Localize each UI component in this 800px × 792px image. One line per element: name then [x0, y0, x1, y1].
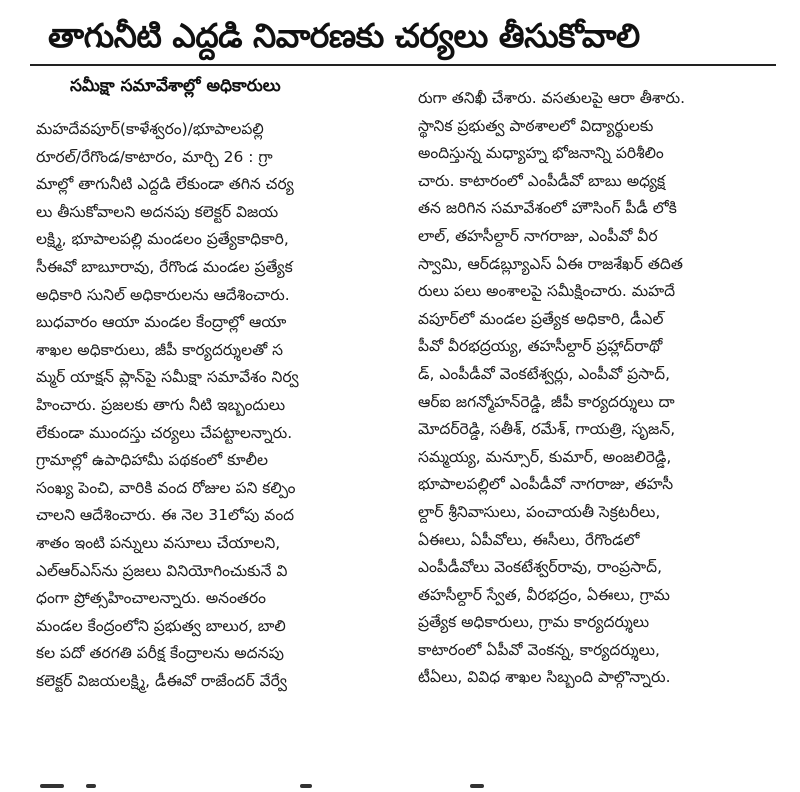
text-line: సంఖ్య పెంచి, వారికి వంద రోజుల పని కల్పిం [36, 478, 296, 497]
text-line: సీఈవో బాబూరావు, రేగొండ మండల ప్రత్యేక [36, 257, 293, 276]
text-line: తహసీల్దార్ స్వేత, వీరభద్రం, ఏఈలు, గ్రామ [418, 585, 670, 604]
cropped-next-article-edge [0, 780, 800, 792]
text-line: బుధవారం ఆయా మండల కేంద్రాల్లో ఆయా [36, 313, 287, 332]
text-line: లేకుండా ముందస్తు చర్యలు చేపట్టాలన్నారు. [36, 423, 293, 442]
text-line: ధంగా ప్రోత్సహించాలన్నారు. అనంతరం [36, 589, 267, 608]
text-line: వపూర్‌లో మండల ప్రత్యేక అధికారి, డీఎల్ [418, 309, 664, 328]
text-line: ఏఈలు, ఏపీవోలు, ఈసీలు, రేగొండలో [418, 530, 640, 549]
text-line: అధికారి సునిల్ అధికారులను ఆదేశించారు. [36, 285, 290, 304]
text-line: ల్దార్ శ్రీనివాసులు, పంచాయతీ సెక్రటరీలు, [418, 502, 661, 521]
text-line: కలెక్టర్ విజయలక్ష్మి, డీఈవో రాజేందర్ వేర్వే [36, 671, 287, 690]
text-line: మ్మర్ యాక్షన్ ప్లాన్‌పై సమీక్షా సమావేశం నిర్వ [36, 368, 299, 387]
cropped-glyph-mark [470, 784, 484, 788]
text-line: లక్ష్మి, భూపాలపల్లి మండలం ప్రత్యేకాధికారి, [36, 230, 289, 249]
text-line: మహదేవపూర్(కాళేశ్వరం)/భూపాలపల్లి [36, 120, 264, 138]
right-text-column [418, 85, 780, 692]
text-line: శాఖల అధికారులు, జీపీ కార్యదర్శులతో స [36, 340, 284, 359]
text-line: స్థానిక ప్రభుత్వ పాఠశాలలో విద్యార్థులకు [418, 116, 654, 135]
text-line: రులు పలు అంశాలపై సమీక్షించారు. మహదే [418, 282, 676, 301]
text-line: మండల కేంద్రంలోని ప్రభుత్వ బాలుర, బాలి [36, 616, 286, 635]
text-line: ఎంపీడీవోలు వెంకటేశ్వర్‌రావు, రాంప్రసాద్, [418, 558, 662, 577]
article-subheading: సమీక్షా సమావేశాల్లో అధికారులు [70, 76, 281, 96]
text-line: హించారు. ప్రజలకు తాగు నీటి ఇబ్బందులు [36, 395, 286, 414]
text-line: మాల్లో తాగునీటి ఎద్దడి లేకుండా తగిన చర్య [36, 175, 294, 194]
headline-divider [30, 64, 776, 66]
text-line: టీఏలు, వివిధ శాఖల సిబ్బంది పాల్గొన్నారు. [418, 668, 671, 687]
cropped-glyph-mark [86, 784, 96, 788]
text-line: గ్రామాల్లో ఉపాధిహామీ పథకంలో కూలీల [36, 451, 268, 470]
text-line: భూపాలపల్లిలో ఎంపీడీవో నాగరాజు, తహసీ [418, 475, 674, 494]
text-line: ప్రత్యేక అధికారులు, గ్రామ కార్యదర్శులు [418, 613, 650, 632]
text-line: మోదర్‌రెడ్డి, సతీశ్, రమేశ్, గాయత్రి, సృజన్, [418, 420, 676, 439]
text-line: పీవో వీరభద్రయ్య, తహసీల్దార్ ప్రహ్లాద్‌రాథో [418, 337, 663, 356]
text-line: రూరల్/రేగొండ/కాటారం, మార్చి 26 : గ్రా [36, 147, 273, 166]
cropped-glyph-mark [40, 784, 64, 788]
left-text-column [36, 116, 396, 695]
text-line: శాతం ఇంటి పన్నులు వసూలు చేయాలని, [36, 533, 281, 552]
text-line: సమ్మయ్య, మన్సూర్, కుమార్, అంజలిరెడ్డి, [418, 447, 672, 466]
text-line: కల పదో తరగతి పరీక్ష కేంద్రాలను అదనపు [36, 644, 284, 663]
text-line: కాటారంలో ఏపీవో వెంకన్న, కార్యదర్శులు, [418, 640, 660, 659]
cropped-glyph-mark [300, 784, 312, 788]
text-line: డ్, ఎంపీడీవో వెంకటేశ్వర్లు, ఎంపీవో ప్రసాద్, [418, 364, 671, 383]
text-line: లాల్, తహసీల్దార్ నాగరాజు, ఎంపీవో వీర [418, 226, 658, 245]
text-line: రుగా తనిఖీ చేశారు. వసతులపై ఆరా తీశారు. [418, 89, 685, 107]
text-line: చారు. కాటారంలో ఎంపీడీవో బాబు అధ్యక్ష [418, 171, 666, 190]
text-line: చాలని ఆదేశించారు. ఈ నెల 31లోపు వంద [36, 506, 295, 525]
text-line: ఆర్ఐ జగన్మోహన్‌రెడ్డి, జీపీ కార్యదర్శులు దా [418, 392, 675, 411]
article-headline: తాగునీటి ఎద్దడి నివారణకు చర్యలు తీసుకోవాలి [48, 16, 640, 55]
text-line: లు తీసుకోవాలని అదనపు కలెక్టర్ విజయ [36, 202, 279, 221]
text-line: తన జరిగిన సమావేశంలో హౌసింగ్ పీడీ లోకి [418, 199, 677, 218]
text-line: అందిస్తున్న మధ్యాహ్న భోజనాన్ని పరిశీలిం [418, 144, 664, 163]
text-line: స్వామి, ఆర్‌డబ్ల్యూఎస్ ఏఈ రాజశేఖర్ తదిత [418, 254, 683, 273]
text-line: ఎల్ఆర్ఎస్‌ను ప్రజలు వినియోగించుకునే వి [36, 561, 288, 580]
